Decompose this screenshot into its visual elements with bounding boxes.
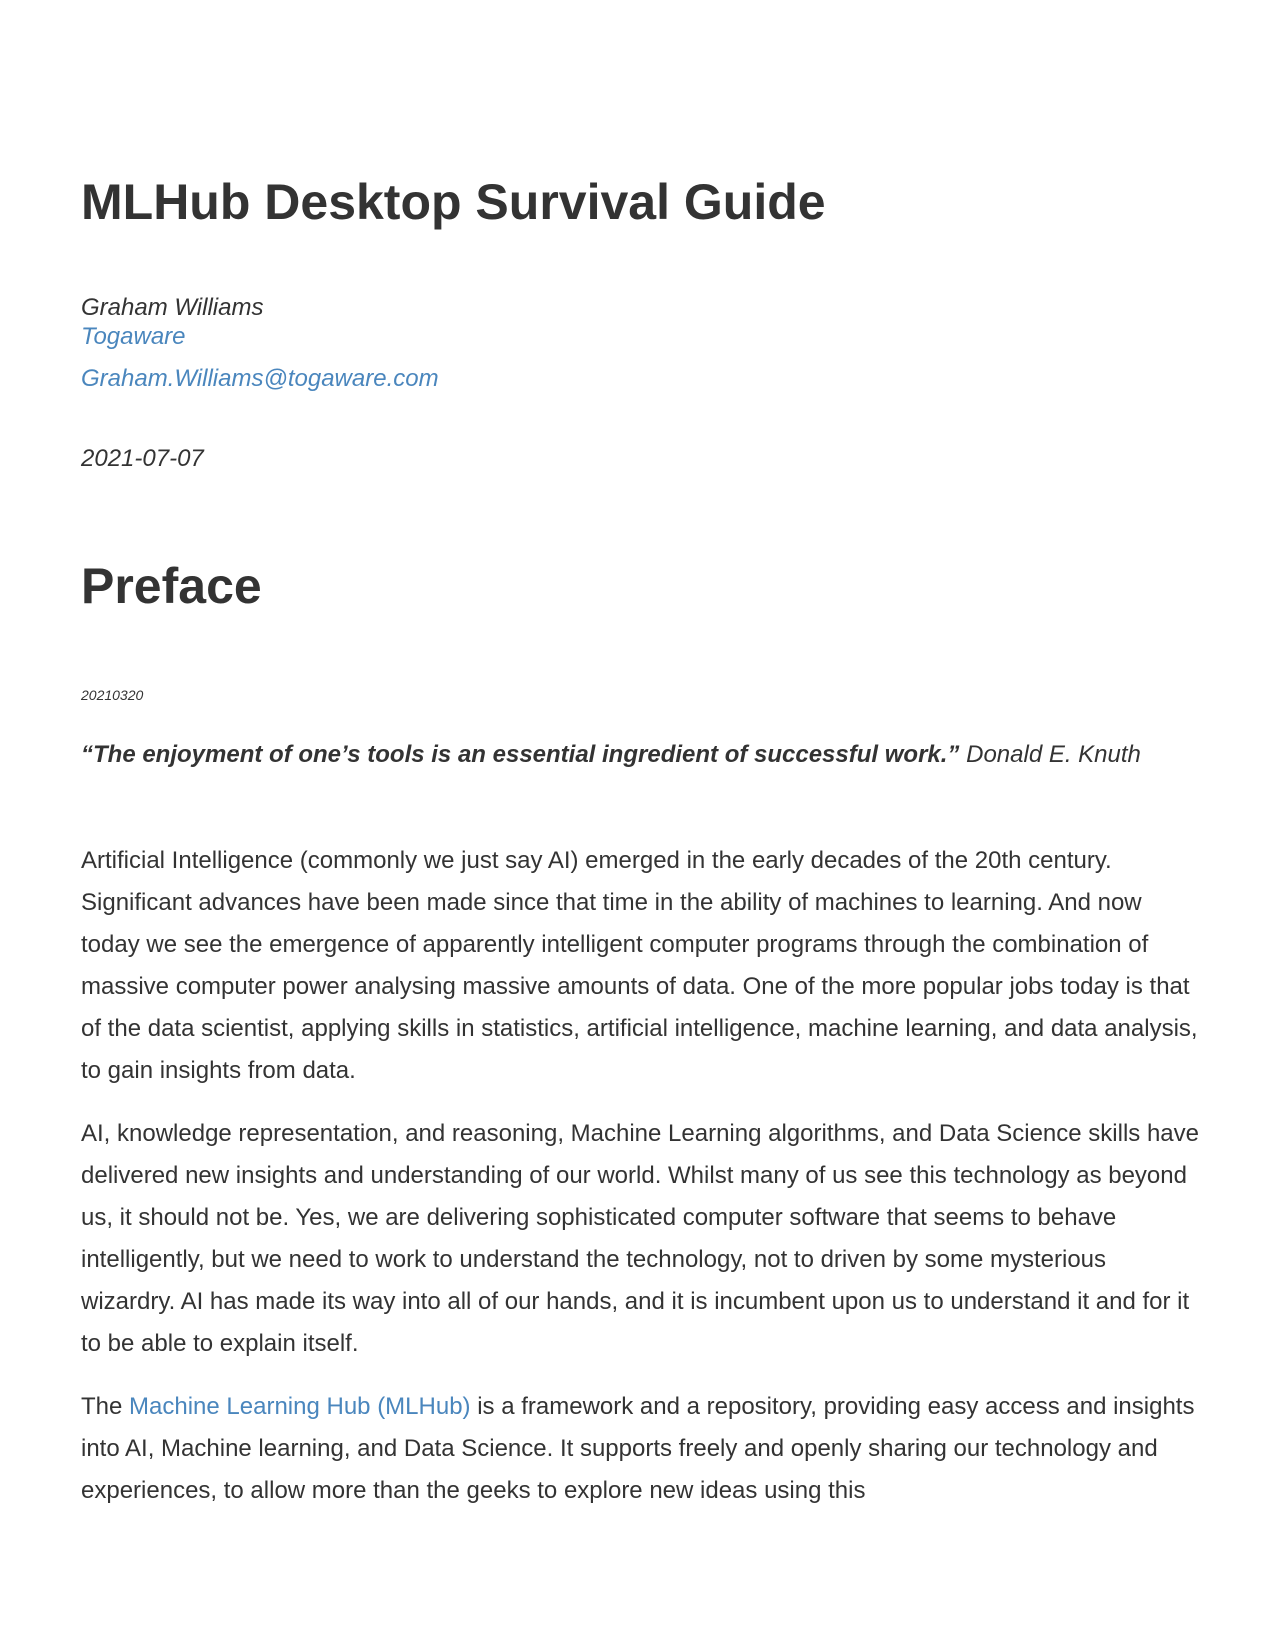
email-link[interactable]: Graham.Williams@togaware.com (81, 365, 439, 392)
preface-heading: Preface (81, 558, 262, 614)
author-name: Graham Williams (81, 294, 264, 321)
publication-date: 2021-07-07 (81, 445, 204, 472)
paragraph-3-text: is a framework and a repository, providing easy access and insights into AI, Machine learning, and Data Science. It supports freely and openly sharing our technology and experiences, to allow more than the geeks to explore new ideas using this (81, 1393, 1195, 1504)
preface-version-date: 20210320 (81, 687, 144, 703)
epigraph-quote (81, 734, 1201, 776)
mlhub-link[interactable]: Machine Learning Hub (MLHub) (129, 1393, 471, 1420)
quote-text: “The enjoyment of one’s tools is an essential ingredient of successful work.” (81, 741, 960, 768)
document-title: MLHub Desktop Survival Guide (81, 174, 826, 230)
preface-paragraph-2: AI, knowledge representation, and reasoning, Machine Learning algorithms, and Data Science skills have delivered new insights and understanding of our world. Whilst many of us see this technology as beyond us, it should not be. Yes, we are delivering sophisticated computer software that seems to behave intelligently, but we need to work to understand the technology, not to driven by some mysterious wizardry. AI has made its way into all of our hands, and it is incumbent upon us to understand it and for it to be able to explain itself. (81, 1120, 1199, 1357)
organization-link[interactable]: Togaware (81, 323, 186, 350)
preface-paragraph-1: Artificial Intelligence (commonly we just say AI) emerged in the early decades of the 20th century. Significant advances have been made since that time in the ability of machines to learning. And now today we see the emergence of apparently intelligent computer programs through the combination of massive computer power analysing massive amounts of data. One of the more popular jobs today is that of the data scientist, applying skills in statistics, artificial intelligence, machine learning, and data analysis, to gain insights from data. (81, 847, 1198, 1084)
paragraph-3-prefix: The (81, 1393, 123, 1420)
preface-paragraph-3 (81, 1386, 1201, 1512)
quote-author: Donald E. Knuth (966, 741, 1141, 768)
